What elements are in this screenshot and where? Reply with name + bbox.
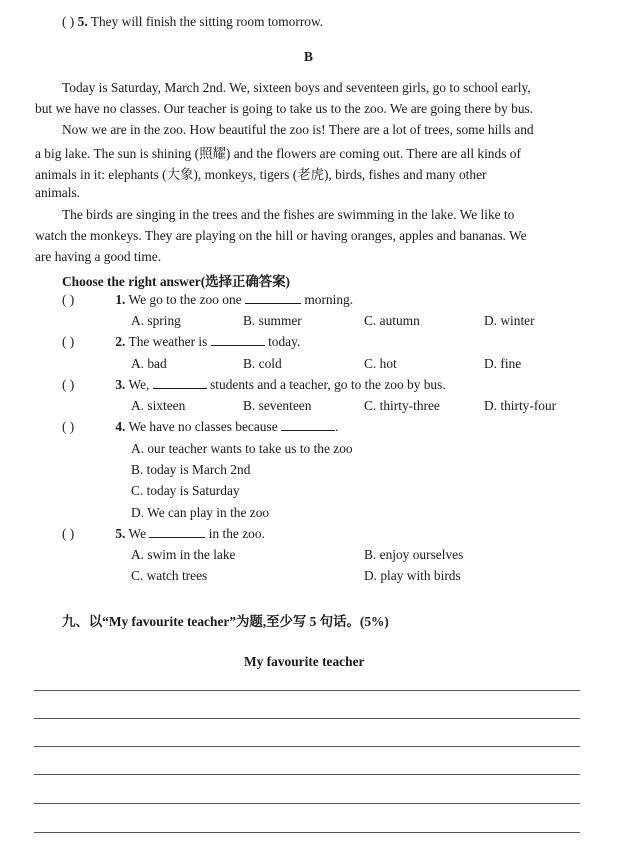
writing-line[interactable] <box>34 803 580 804</box>
section-b-label: B <box>304 49 313 64</box>
option-c[interactable]: C. hot <box>364 356 397 371</box>
option-b[interactable]: B. today is March 2nd <box>131 462 251 477</box>
option-a[interactable]: A. bad <box>131 356 167 371</box>
answer-blank[interactable] <box>245 292 301 304</box>
question-text: They will finish the sitting room tomorrow. <box>90 14 324 29</box>
option-b[interactable]: B. seventeen <box>243 398 312 413</box>
question-number: 5. <box>115 526 126 541</box>
question-row <box>62 334 300 350</box>
option-d[interactable]: D. fine <box>484 356 522 371</box>
option-d[interactable]: D. play with birds <box>364 568 461 583</box>
question-row <box>62 377 446 393</box>
essay-title: My favourite teacher <box>244 654 365 669</box>
option-c[interactable]: C. today is Saturday <box>131 483 240 498</box>
passage-line: are having a good time. <box>35 249 162 264</box>
top-question <box>62 14 323 30</box>
answer-paren[interactable]: ( ) <box>62 292 75 307</box>
writing-line[interactable] <box>34 832 580 833</box>
option-d[interactable]: D. winter <box>484 313 535 328</box>
question-text: We, <box>128 377 150 392</box>
writing-line[interactable] <box>34 718 580 719</box>
writing-line[interactable] <box>34 690 580 691</box>
writing-line[interactable] <box>34 774 580 775</box>
question-row <box>62 419 338 435</box>
answer-paren[interactable]: ( ) <box>62 334 75 349</box>
passage-line: but we have no classes. Our teacher is going to take us to the zoo. We are going there by bus. <box>35 101 534 116</box>
answer-blank[interactable] <box>211 334 265 346</box>
passage-line: The birds are singing in the trees and the fishes are swimming in the lake. We like to <box>62 207 515 222</box>
question-number: 4. <box>115 419 126 434</box>
question-row <box>62 292 353 308</box>
option-a[interactable]: A. our teacher wants to take us to the zoo <box>131 441 353 456</box>
option-b[interactable]: B. cold <box>243 356 282 371</box>
passage-line: a big lake. The sun is shining (照耀) and the flowers are coming out. There are all kinds of <box>35 146 521 161</box>
question-text: The weather is <box>128 334 208 349</box>
answer-paren[interactable]: ( ) <box>62 377 75 392</box>
choose-title: Choose the right answer(选择正确答案) <box>62 274 290 289</box>
passage-line: animals. <box>35 185 80 200</box>
option-b[interactable]: B. summer <box>243 313 302 328</box>
question-text: morning. <box>304 292 354 307</box>
passage-line: Today is Saturday, March 2nd. We, sixteen boys and seventeen girls, go to school early, <box>62 80 531 95</box>
question-text: We have no classes because <box>128 419 278 434</box>
question-number: 2. <box>115 334 126 349</box>
question-row <box>62 526 265 542</box>
option-a[interactable]: A. sixteen <box>131 398 186 413</box>
writing-line[interactable] <box>34 746 580 747</box>
option-b[interactable]: B. enjoy ourselves <box>364 547 464 562</box>
option-a[interactable]: A. spring <box>131 313 181 328</box>
question-number: 1. <box>115 292 126 307</box>
answer-paren[interactable]: ( ) <box>62 526 75 541</box>
section-9-heading: 九、以“My favourite teacher”为题,至少写 5 句话。(5%) <box>62 614 389 629</box>
question-number: 5. <box>77 14 88 29</box>
option-d[interactable]: D. We can play in the zoo <box>131 505 270 520</box>
question-text: students and a teacher, go to the zoo by bus. <box>210 377 446 392</box>
passage-line: Now we are in the zoo. How beautiful the zoo is! There are a lot of trees, some hills and <box>62 122 534 137</box>
answer-paren[interactable]: ( ) <box>62 419 75 434</box>
question-text: in the zoo. <box>208 526 265 541</box>
question-text: today. <box>268 334 301 349</box>
answer-paren[interactable]: ( ) <box>62 14 75 29</box>
answer-blank[interactable] <box>149 526 205 538</box>
option-c[interactable]: C. watch trees <box>131 568 208 583</box>
answer-blank[interactable] <box>153 377 207 389</box>
passage-line: animals in it: elephants (大象), monkeys, tigers (老虎), birds, fishes and many other <box>35 167 487 182</box>
question-number: 3. <box>115 377 126 392</box>
option-a[interactable]: A. swim in the lake <box>131 547 236 562</box>
question-text: . <box>335 419 339 434</box>
option-d[interactable]: D. thirty-four <box>484 398 557 413</box>
question-text: We <box>128 526 147 541</box>
option-c[interactable]: C. thirty-three <box>364 398 440 413</box>
passage-line: watch the monkeys. They are playing on the hill or having oranges, apples and bananas. We <box>35 228 527 243</box>
answer-blank[interactable] <box>281 419 335 431</box>
question-text: We go to the zoo one <box>128 292 242 307</box>
option-c[interactable]: C. autumn <box>364 313 420 328</box>
